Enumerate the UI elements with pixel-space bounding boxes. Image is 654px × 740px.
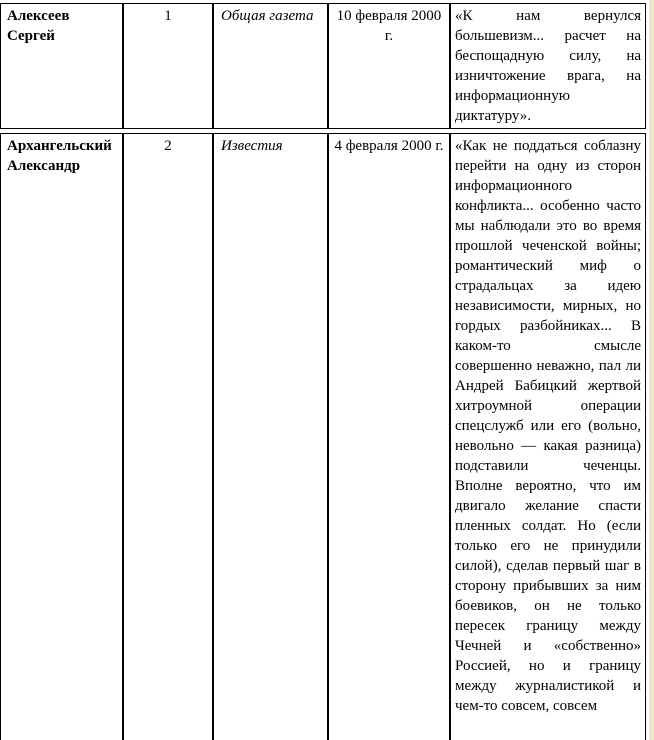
date-cell: 4 февраля 2000 г. bbox=[328, 133, 450, 740]
author-cell: Алексеев Сергей bbox=[0, 3, 123, 129]
table-row bbox=[0, 3, 646, 129]
newspaper-cell: Общая газета bbox=[213, 3, 328, 129]
newspaper-cell: Известия bbox=[213, 133, 328, 740]
number-cell: 2 bbox=[123, 133, 213, 740]
author-cell: Архангельский Александр bbox=[0, 133, 123, 740]
number-cell: 1 bbox=[123, 3, 213, 129]
page-margin-strip bbox=[649, 0, 654, 740]
quote-cell: «К нам вернулся большевизм... расчет на беспощадную силу, на изничтожение врага, на информационную диктатуру». bbox=[450, 3, 646, 129]
table-row bbox=[0, 133, 646, 740]
quote-cell: «Как не поддаться соблазну перейти на одну из сторон информационного конфликта... особенно часто мы наблюдали это во время прошлой чеченской войны; романтический миф о страдальцах за идею независимости, мирных, но гордых разбойниках... В каком-то смысле совершенно неважно, пал ли Андрей Бабицкий жертвой хитроумной операции спецслужб или его (вольно, невольно — какая разница) подставили чеченцы. Вполне вероятно, что им двигало желание спасти пленных солдат. Но (если только его не принудили силой), сделав первый шаг в сторону прибывших за ним боевиков, он не только пересек границу между Чечней и «собственно» Россией, но и границу между журналистикой и чем-то совсем, совсем bbox=[450, 133, 646, 740]
date-cell: 10 февраля 2000 г. bbox=[328, 3, 450, 129]
